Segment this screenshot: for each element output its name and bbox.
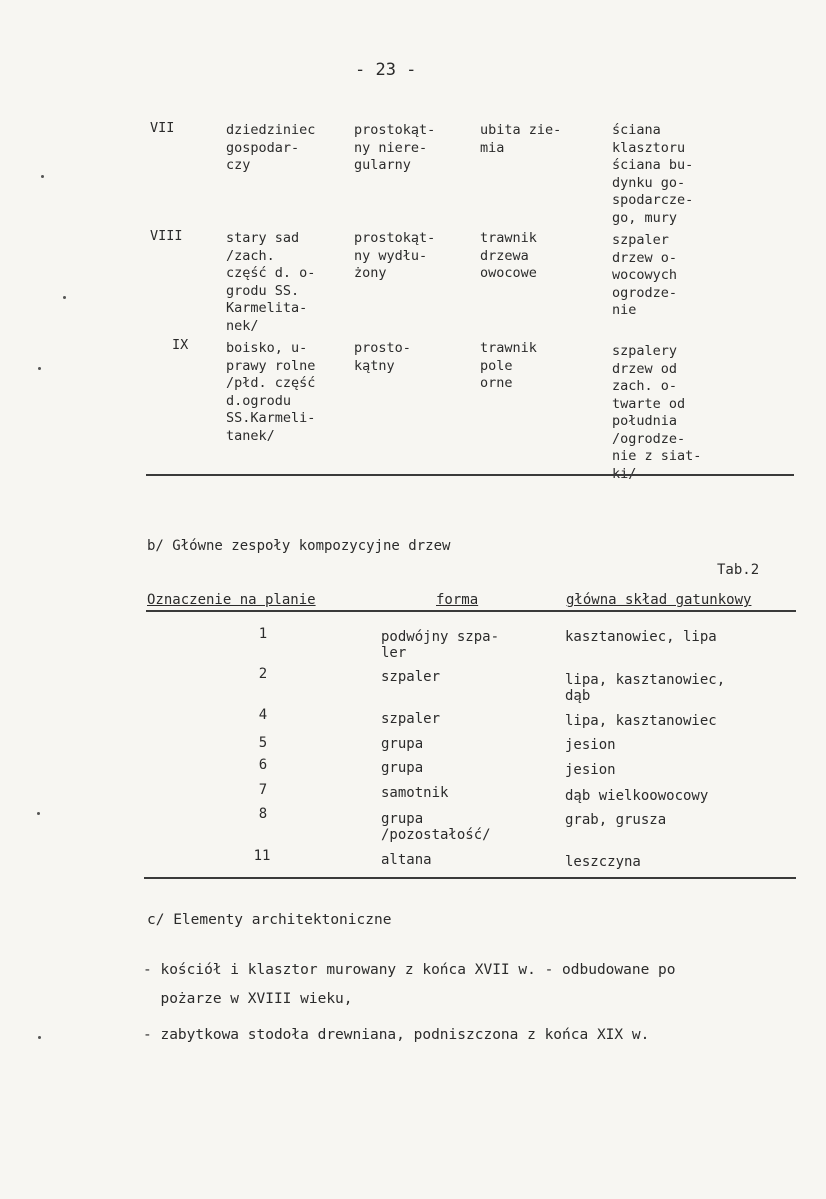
tree-species: kasztanowiec, lipa bbox=[565, 629, 717, 645]
margin-speck bbox=[38, 367, 41, 370]
margin-speck bbox=[37, 812, 40, 815]
table2-header-rule bbox=[146, 610, 796, 612]
table2-bottom-rule bbox=[144, 877, 796, 879]
area-shape: prostokąt- ny wydłu- żony bbox=[354, 230, 436, 281]
section-c-title: c/ Elementy architektoniczne bbox=[147, 912, 392, 928]
tree-species: leszczyna bbox=[565, 854, 641, 870]
area-surface: ubita zie- mia bbox=[480, 122, 562, 156]
plan-id: 4 bbox=[258, 707, 268, 723]
tree-species: lipa, kasztanowiec bbox=[565, 713, 717, 729]
plan-id: 5 bbox=[258, 735, 268, 751]
plan-id: 1 bbox=[258, 626, 268, 642]
area-border: szpaler drzew o- wocowych ogrodze- nie bbox=[612, 232, 678, 318]
tree-form: altana bbox=[381, 852, 432, 868]
tree-form: podwójny szpa- ler bbox=[381, 629, 500, 661]
area-border: szpalery drzew od zach. o- twarte od południa /ogrodze- nie z siat- bbox=[612, 343, 702, 464]
tree-species: lipa, kasztanowiec, dąb bbox=[565, 672, 726, 704]
tree-species: jesion bbox=[565, 762, 616, 778]
margin-speck bbox=[41, 175, 44, 178]
list-item: - kościół i klasztor murowany z końca XVII w. - odbudowane po bbox=[143, 962, 676, 978]
column-header-designation: Oznaczenie na planie bbox=[147, 592, 316, 608]
area-surface: trawnik drzewa owocowe bbox=[480, 230, 537, 281]
row-number: VII bbox=[150, 120, 175, 136]
area-name: dziedziniec gospodar- czy bbox=[226, 122, 316, 173]
area-shape: prosto- kątny bbox=[354, 340, 411, 374]
margin-speck bbox=[38, 1036, 41, 1039]
tree-form: grupa /pozostałość/ bbox=[381, 811, 491, 843]
page-number: - 23 - bbox=[355, 60, 417, 80]
list-item: - zabytkowa stodoła drewniana, podniszczona z końca XIX w. bbox=[143, 1027, 650, 1043]
section-b-title: b/ Główne zespoły kompozycyjne drzew bbox=[147, 538, 451, 554]
plan-id: 7 bbox=[258, 782, 268, 798]
tree-form: szpaler bbox=[381, 711, 441, 727]
tree-species: jesion bbox=[565, 737, 616, 753]
tree-form: grupa bbox=[381, 736, 424, 752]
column-header-form: forma bbox=[436, 592, 479, 608]
tree-form: samotnik bbox=[381, 785, 449, 801]
area-name: boisko, u- prawy rolne /płd. część d.ogrodu SS.Karmeli- tanek/ bbox=[226, 340, 316, 444]
tree-species: dąb wielkoowocowy bbox=[565, 788, 709, 804]
area-name: stary sad /zach. część d. o- grodu SS. Karmelita- nek/ bbox=[226, 230, 316, 334]
plan-id: 11 bbox=[253, 848, 271, 864]
table1-bottom-rule bbox=[146, 474, 794, 476]
table-label: Tab.2 bbox=[717, 562, 760, 578]
column-header-species: główna skład gatunkowy bbox=[566, 592, 752, 608]
margin-speck bbox=[63, 296, 66, 299]
row-number: IX bbox=[172, 337, 189, 353]
plan-id: 8 bbox=[258, 806, 268, 822]
tree-form: szpaler bbox=[381, 669, 441, 685]
area-surface: trawnik pole orne bbox=[480, 340, 537, 391]
plan-id: 6 bbox=[258, 757, 268, 773]
tree-form: grupa bbox=[381, 760, 424, 776]
row-number: VIII bbox=[150, 228, 183, 244]
list-item: pożarze w XVIII wieku, bbox=[143, 991, 353, 1007]
area-border: ściana klasztoru ściana bu- dynku go- spodarcze- go, mury bbox=[612, 122, 694, 226]
area-shape: prostokąt- ny niere- gularny bbox=[354, 122, 436, 173]
tree-species: grab, grusza bbox=[565, 812, 667, 828]
plan-id: 2 bbox=[258, 666, 268, 682]
